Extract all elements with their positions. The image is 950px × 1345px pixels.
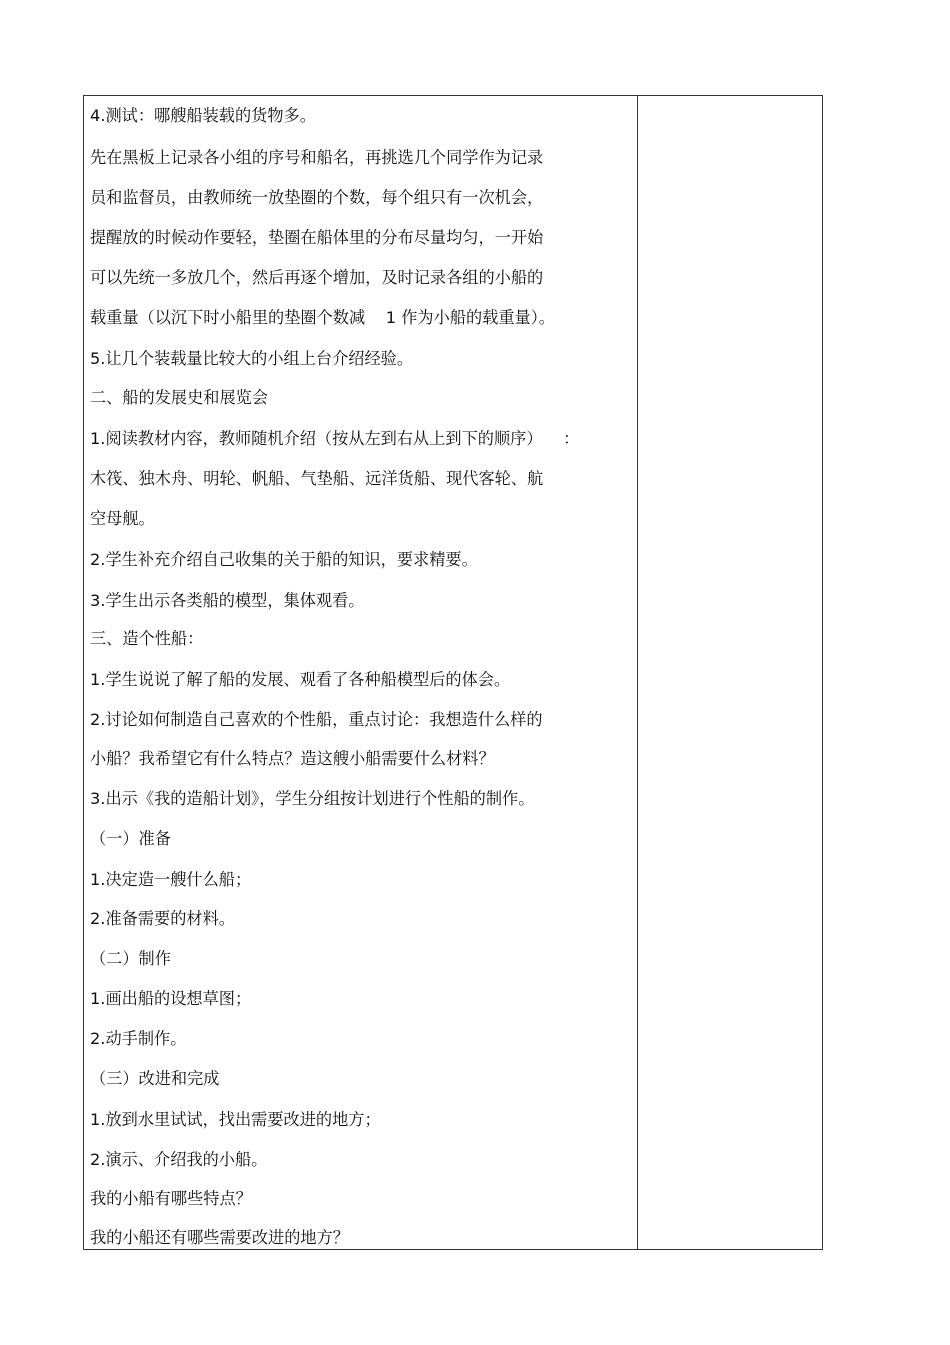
text-line: 员和监督员，由教师统一放垫圈的个数，每个组只有一次机会， <box>90 188 544 207</box>
text-line: 2.演示、介绍我的小船。 <box>90 1150 268 1169</box>
lesson-content-cell <box>90 96 635 1249</box>
text-line: 4.测试：哪艘船装载的货物多。 <box>90 106 316 125</box>
lesson-table <box>83 95 823 1250</box>
column-divider <box>637 96 638 1249</box>
section-heading: 三、造个性船： <box>90 629 204 648</box>
text-line: 我的小船还有哪些需要改进的地方？ <box>90 1228 349 1247</box>
text-line: 空母舰。 <box>90 509 155 528</box>
text-line: 2.动手制作。 <box>90 1029 187 1048</box>
text-line: 先在黑板上记录各小组的序号和船名，再挑选几个同学作为记录 <box>90 148 544 167</box>
text-line: 1.阅读教材内容，教师随机介绍（按从左到右从上到下的顺序） ： <box>90 429 580 448</box>
text-line: 3.出示《我的造船计划》，学生分组按计划进行个性船的制作。 <box>90 789 535 808</box>
text-line: 2.讨论如何制造自己喜欢的个性船，重点讨论：我想造什么样的 <box>90 710 543 729</box>
text-line: 可以先统一多放几个，然后再逐个增加，及时记录各组的小船的 <box>90 268 544 287</box>
notes-cell <box>639 96 822 1249</box>
text-line: 1.决定造一艘什么船； <box>90 870 252 889</box>
text-line: 提醒放的时候动作要轻，垫圈在船体里的分布尽量均匀，一开始 <box>90 228 544 247</box>
subsection-heading: （三）改进和完成 <box>90 1069 220 1088</box>
text-line: 2.准备需要的材料。 <box>90 909 235 928</box>
text-line: 1.画出船的设想草图； <box>90 989 252 1008</box>
text-line: 木筏、独木舟、明轮、帆船、气垫船、远洋货船、现代客轮、航 <box>90 469 544 488</box>
text-line: 1.放到水里试试，找出需要改进的地方； <box>90 1110 381 1129</box>
section-heading: 二、船的发展史和展览会 <box>90 388 269 407</box>
text-line: 1.学生说说了解了船的发展、观看了各种船模型后的体会。 <box>90 670 511 689</box>
text-line: 5.让几个装载量比较大的小组上台介绍经验。 <box>90 349 414 368</box>
subsection-heading: （一）准备 <box>90 829 171 848</box>
text-line: 3.学生出示各类船的模型，集体观看。 <box>90 591 365 610</box>
subsection-heading: （二）制作 <box>90 949 171 968</box>
text-line: 载重量（以沉下时小船里的垫圈个数减 1 作为小船的载重量）。 <box>90 308 555 327</box>
text-line: 小船？我希望它有什么特点？造这艘小船需要什么材料？ <box>90 749 495 768</box>
text-line: 我的小船有哪些特点？ <box>90 1189 252 1208</box>
text-line: 2.学生补充介绍自己收集的关于船的知识，要求精要。 <box>90 550 478 569</box>
